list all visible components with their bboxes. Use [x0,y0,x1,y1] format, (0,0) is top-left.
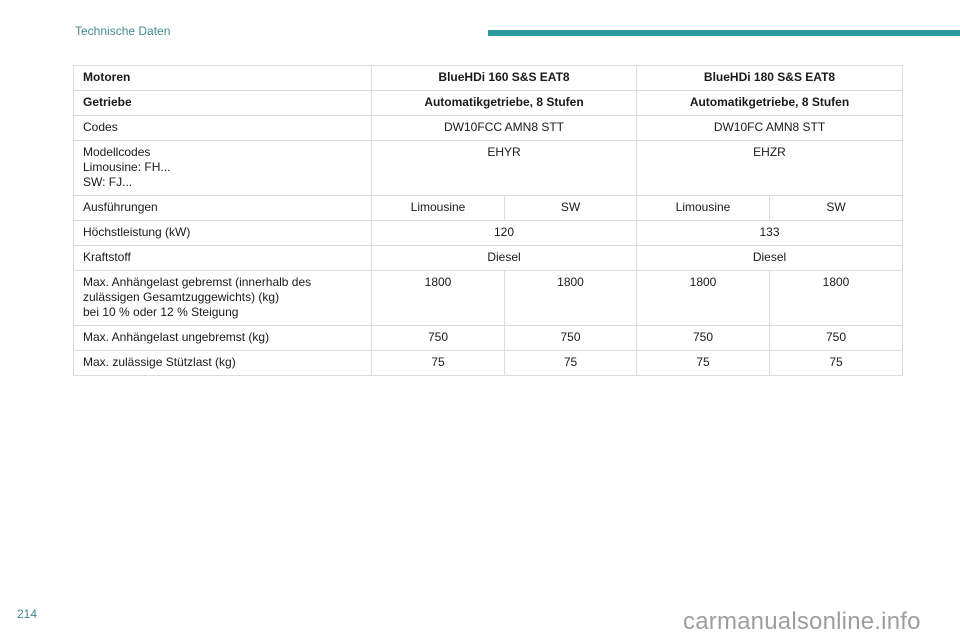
row-label: Max. zulässige Stützlast (kg) [74,351,372,376]
table-row [74,66,903,91]
technical-data-table [73,65,903,376]
table-row [74,116,903,141]
table-row [74,326,903,351]
table-cell: 75 [637,351,770,376]
table-cell: 750 [770,326,903,351]
table-cell: 75 [505,351,637,376]
table-cell: BlueHDi 160 S&S EAT8 [372,66,637,91]
table-cell: 750 [372,326,505,351]
row-label: Kraftstoff [74,246,372,271]
table-row [74,271,903,326]
table-cell: 133 [637,221,903,246]
page-number: 214 [17,607,38,621]
watermark: carmanualsonline.info [683,608,921,635]
table-cell: EHZR [637,141,903,196]
row-label: Motoren [74,66,372,91]
table-row [74,196,903,221]
table-row [74,221,903,246]
table-cell: DW10FC AMN8 STT [637,116,903,141]
table-cell: 750 [505,326,637,351]
row-label: Modellcodes Limousine: FH... SW: FJ... [74,141,372,196]
header-accent-bar [488,30,960,36]
row-label: Max. Anhängelast gebremst (innerhalb des zulässigen Gesamtzuggewichts) (kg) bei 10 % oder 12 % Steigung [74,271,372,326]
row-label: Höchstleistung (kW) [74,221,372,246]
table-cell: DW10FCC AMN8 STT [372,116,637,141]
table-cell: EHYR [372,141,637,196]
table-cell: Limousine [637,196,770,221]
section-title: Technische Daten [75,24,171,38]
table-cell: 120 [372,221,637,246]
table-cell: Diesel [637,246,903,271]
row-label: Codes [74,116,372,141]
table-row [74,246,903,271]
table-row [74,91,903,116]
table-row [74,351,903,376]
table-cell: 1800 [637,271,770,326]
table-cell: Automatikgetriebe, 8 Stufen [637,91,903,116]
table-cell: 1800 [505,271,637,326]
row-label: Getriebe [74,91,372,116]
table-cell: Automatikgetriebe, 8 Stufen [372,91,637,116]
table-cell: 1800 [372,271,505,326]
table-row [74,141,903,196]
table-cell: SW [770,196,903,221]
table-cell: 1800 [770,271,903,326]
table-cell: SW [505,196,637,221]
row-label: Max. Anhängelast ungebremst (kg) [74,326,372,351]
row-label: Ausführungen [74,196,372,221]
table-cell: BlueHDi 180 S&S EAT8 [637,66,903,91]
table-cell: Limousine [372,196,505,221]
table-cell: 750 [637,326,770,351]
table-cell: Diesel [372,246,637,271]
table-cell: 75 [770,351,903,376]
table-cell: 75 [372,351,505,376]
